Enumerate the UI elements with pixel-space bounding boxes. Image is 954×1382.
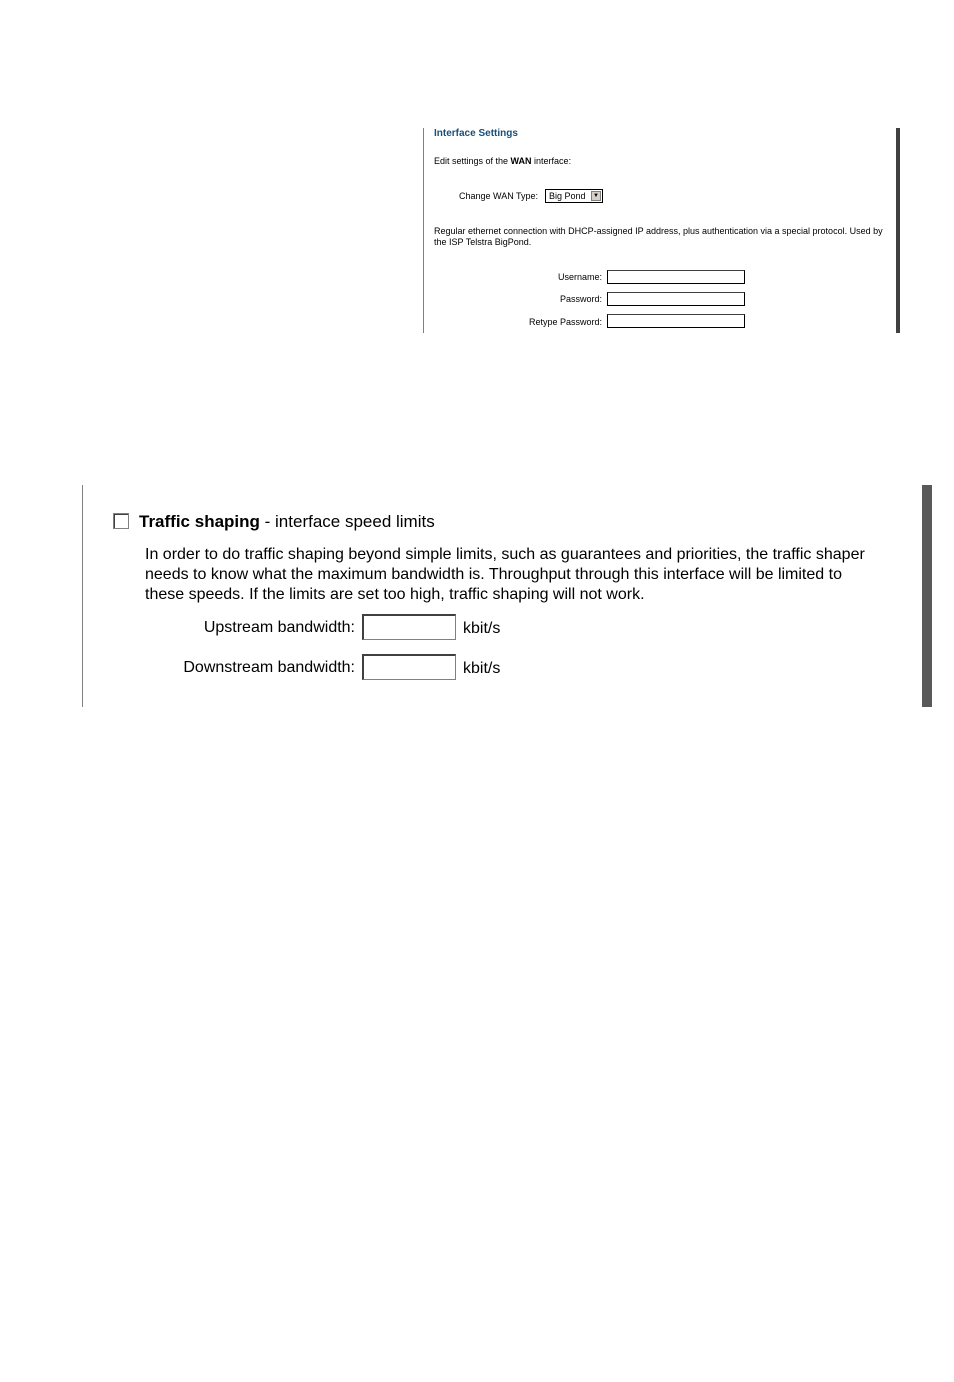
wan-type-description: Regular ethernet connection with DHCP-assigned IP address, plus authentication via a special protocol. Used by the ISP Telstra BigPond. <box>434 226 883 247</box>
downstream-bandwidth-input[interactable] <box>362 654 456 680</box>
downstream-unit: kbit/s <box>463 660 501 677</box>
traffic-shaping-panel <box>82 485 932 707</box>
panel-right-border <box>896 128 900 333</box>
traffic-shaping-description: In order to do traffic shaping beyond simple limits, such as guarantees and priorities, the traffic shaper needs to know what the maximum bandwidth is. Throughput through this interface will be limited to these speeds. If the limits are set too high, traffic shaping will not work. <box>145 546 865 603</box>
downstream-bandwidth-label: Downstream bandwidth: <box>183 659 355 676</box>
interface-settings-title: Interface Settings <box>434 128 518 139</box>
interface-settings-panel <box>423 128 900 333</box>
traffic-shaping-title: Traffic shaping - interface speed limits <box>139 512 435 531</box>
wan-type-select[interactable] <box>545 189 603 203</box>
password-label: Password: <box>559 294 602 304</box>
wan-type-label: Change WAN Type: <box>459 191 539 201</box>
password-input[interactable] <box>607 292 745 306</box>
retype-password-label: Retype Password: <box>528 317 602 327</box>
panel-right-border <box>922 485 932 707</box>
upstream-bandwidth-input[interactable] <box>362 614 456 640</box>
chevron-down-icon[interactable]: ▼ <box>591 191 601 201</box>
traffic-shaping-checkbox[interactable] <box>113 513 129 529</box>
retype-password-input[interactable] <box>607 314 745 328</box>
username-input[interactable] <box>607 270 745 284</box>
wan-type-value: Big Pond <box>549 191 586 201</box>
username-label: Username: <box>557 272 602 282</box>
upstream-bandwidth-label: Upstream bandwidth: <box>203 619 355 636</box>
upstream-unit: kbit/s <box>463 620 501 637</box>
interface-intro: Edit settings of the WAN interface: <box>434 156 572 166</box>
